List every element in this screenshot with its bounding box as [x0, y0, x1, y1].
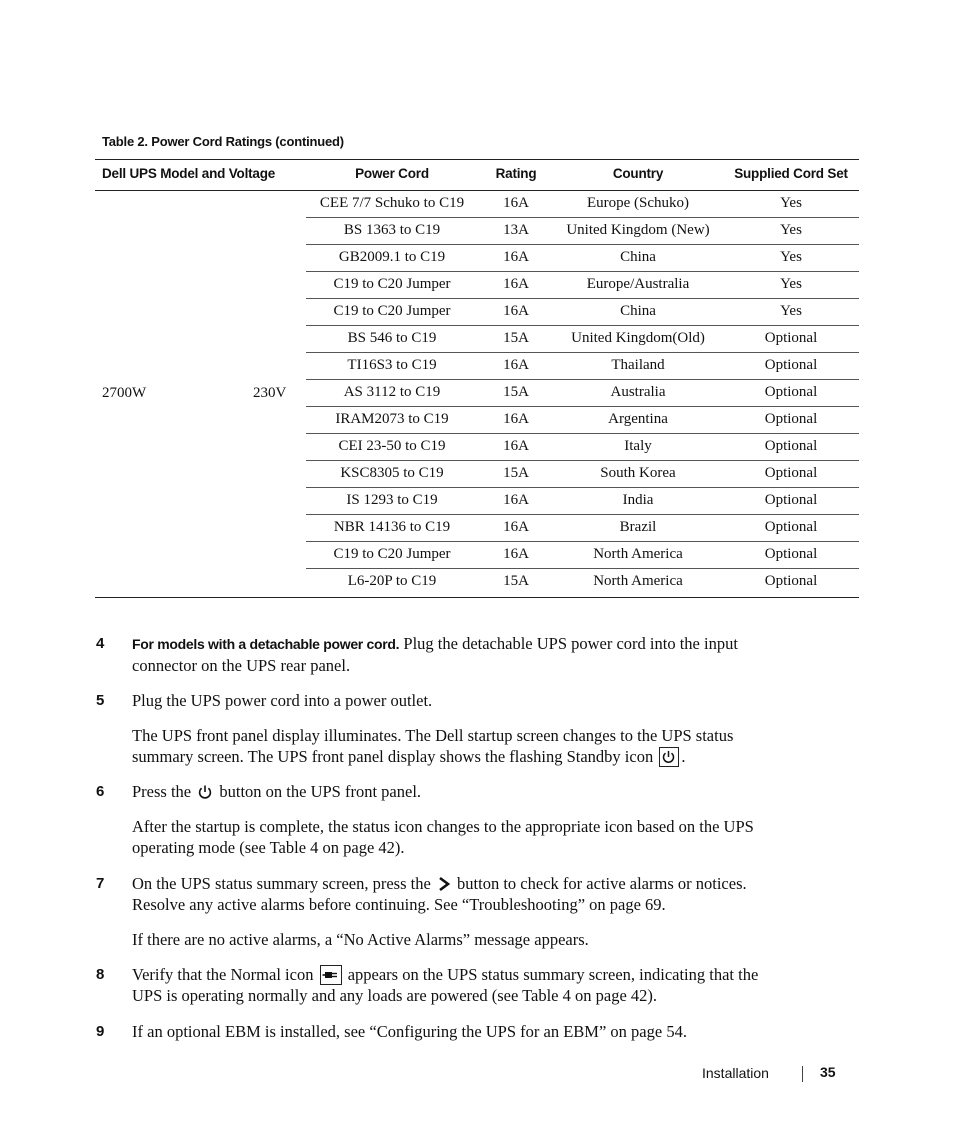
table-row — [306, 380, 859, 407]
cell-rating: 15A — [503, 330, 529, 346]
step-6-text — [132, 781, 842, 802]
page-number: 35 — [820, 1064, 836, 1080]
cell-supplied: Optional — [764, 357, 818, 373]
cell-supplied: Optional — [764, 465, 818, 481]
table-caption: Table 2. Power Cord Ratings (continued) — [102, 134, 344, 149]
cell-rating: 15A — [503, 573, 529, 589]
cell-supplied: Optional — [764, 519, 818, 535]
header-power-cord: Power Cord — [355, 166, 429, 181]
cell-rating: 16A — [503, 519, 529, 535]
footer-section-title: Installation — [702, 1065, 769, 1081]
step-4-lead: For models with a detachable power cord. — [132, 636, 400, 652]
step-6-note-line1: After the startup is complete, the status icon changes to the appropriate icon based on the UPS — [132, 817, 754, 836]
step-7-text-line2: Resolve any active alarms before continuing. See “Troubleshooting” on page 69. — [132, 895, 666, 914]
cell-country: India — [622, 492, 654, 508]
cell-country: North America — [593, 546, 683, 562]
step-7-note: If there are no active alarms, a “No Active Alarms” message appears. — [132, 930, 589, 949]
cell-rating: 16A — [503, 411, 529, 427]
step-8-text — [132, 964, 842, 1006]
step-4-text-line1: Plug the detachable UPS power cord into the input — [403, 634, 738, 653]
cell-power-cord: BS 546 to C19 — [347, 330, 437, 346]
table-row — [306, 353, 859, 380]
table-row — [306, 515, 859, 542]
step-number: 8 — [96, 966, 105, 983]
cell-rating: 13A — [503, 222, 529, 238]
cell-power-cord: IRAM2073 to C19 — [335, 411, 449, 427]
cell-rating: 16A — [503, 249, 529, 265]
cell-supplied: Optional — [764, 492, 818, 508]
step-number: 6 — [96, 783, 105, 800]
step-number: 7 — [96, 875, 105, 892]
footer-divider — [802, 1066, 803, 1082]
table-row — [306, 569, 859, 596]
cell-country: Europe (Schuko) — [586, 195, 690, 211]
header-model-voltage: Dell UPS Model and Voltage — [102, 166, 276, 181]
step-number: 9 — [96, 1023, 105, 1040]
table-row — [306, 461, 859, 488]
cell-country: China — [620, 303, 656, 319]
cell-country: South Korea — [600, 465, 676, 481]
cell-power-cord: BS 1363 to C19 — [343, 222, 441, 238]
cell-rating: 16A — [503, 276, 529, 292]
step-7-text-a: On the UPS status summary screen, press the — [132, 874, 431, 893]
step-7-text-b: button to check for active alarms or notices. — [457, 874, 747, 893]
table-row — [306, 272, 859, 299]
cell-rating: 16A — [503, 357, 529, 373]
step-5-text: Plug the UPS power cord into a power outlet. — [132, 691, 433, 710]
ups-voltage: 230V — [253, 385, 287, 401]
cell-power-cord: TI16S3 to C19 — [347, 357, 437, 373]
cell-rating: 16A — [503, 438, 529, 454]
table-bottom-rule — [95, 597, 859, 598]
cell-power-cord: KSC8305 to C19 — [340, 465, 444, 481]
table-row — [306, 326, 859, 353]
cell-country: Italy — [624, 438, 652, 454]
cell-power-cord: C19 to C20 Jumper — [333, 276, 451, 292]
cell-power-cord: CEI 23-50 to C19 — [338, 438, 446, 454]
cell-power-cord: L6-20P to C19 — [347, 573, 437, 589]
cell-country: North America — [593, 573, 683, 589]
table-row — [306, 191, 859, 218]
cell-power-cord: IS 1293 to C19 — [346, 492, 438, 508]
step-8-text-b: appears on the UPS status summary screen, indicating that the — [347, 965, 759, 984]
cell-country: China — [620, 249, 656, 265]
header-rating: Rating — [495, 166, 537, 181]
power-button-icon — [197, 784, 213, 800]
cell-supplied: Yes — [780, 303, 802, 319]
step-number: 4 — [96, 635, 105, 652]
table-row — [306, 542, 859, 569]
header-country: Country — [612, 166, 664, 181]
step-4-text — [132, 633, 842, 676]
cell-supplied: Yes — [780, 249, 802, 265]
table-row — [306, 407, 859, 434]
cell-supplied: Optional — [764, 438, 818, 454]
table-row — [306, 218, 859, 245]
cell-power-cord: CEE 7/7 Schuko to C19 — [319, 195, 465, 211]
cell-country: United Kingdom(Old) — [571, 330, 705, 346]
cell-power-cord: NBR 14136 to C19 — [333, 519, 451, 535]
step-9-text: If an optional EBM is installed, see “Configuring the UPS for an EBM” on page 54. — [132, 1022, 687, 1041]
cell-power-cord: AS 3112 to C19 — [343, 384, 441, 400]
table-top-rule — [95, 159, 859, 160]
normal-mode-plug-icon — [320, 965, 342, 985]
table-row — [306, 299, 859, 326]
step-6-note — [132, 816, 842, 858]
chevron-right-icon — [437, 876, 451, 892]
step-number: 5 — [96, 692, 105, 709]
header-supplied-cord-set: Supplied Cord Set — [734, 166, 848, 181]
cell-power-cord: GB2009.1 to C19 — [338, 249, 446, 265]
step-7-text — [132, 873, 842, 915]
cell-rating: 15A — [503, 465, 529, 481]
cell-country: Brazil — [619, 519, 657, 535]
step-5-note-period: . — [681, 747, 686, 766]
cell-country: United Kingdom (New) — [566, 222, 710, 238]
table-row — [306, 245, 859, 272]
cell-supplied: Optional — [764, 411, 818, 427]
step-5-note-line1: The UPS front panel display illuminates. The Dell startup screen changes to the UPS status — [132, 726, 734, 745]
cell-power-cord: C19 to C20 Jumper — [333, 546, 451, 562]
cell-rating: 16A — [503, 492, 529, 508]
cell-rating: 15A — [503, 384, 529, 400]
table-row — [306, 434, 859, 461]
cell-country: Argentina — [608, 411, 668, 427]
step-4-text-line2: connector on the UPS rear panel. — [132, 656, 351, 675]
cell-country: Australia — [610, 384, 666, 400]
step-8-text-line2: UPS is operating normally and any loads are powered (see Table 4 on page 42). — [132, 986, 658, 1005]
step-5-note — [132, 725, 842, 767]
cell-power-cord: C19 to C20 Jumper — [333, 303, 451, 319]
ups-model: 2700W — [102, 385, 147, 401]
cell-rating: 16A — [503, 303, 529, 319]
step-8-text-a: Verify that the Normal icon — [132, 965, 314, 984]
cell-country: Europe/Australia — [586, 276, 690, 292]
table-row — [306, 488, 859, 515]
step-5-note-line2: summary screen. The UPS front panel display shows the flashing Standby icon — [132, 747, 654, 766]
step-6-text-b: button on the UPS front panel. — [219, 782, 422, 801]
cell-supplied: Yes — [780, 276, 802, 292]
cell-supplied: Optional — [764, 546, 818, 562]
step-6-note-line2: operating mode (see Table 4 on page 42). — [132, 838, 405, 857]
standby-icon — [659, 747, 679, 767]
cell-supplied: Optional — [764, 330, 818, 346]
cell-supplied: Yes — [780, 195, 802, 211]
step-6-text-a: Press the — [132, 782, 192, 801]
cell-rating: 16A — [503, 546, 529, 562]
cell-country: Thailand — [611, 357, 665, 373]
cell-supplied: Yes — [780, 222, 802, 238]
cell-supplied: Optional — [764, 384, 818, 400]
cell-rating: 16A — [503, 195, 529, 211]
cell-supplied: Optional — [764, 573, 818, 589]
